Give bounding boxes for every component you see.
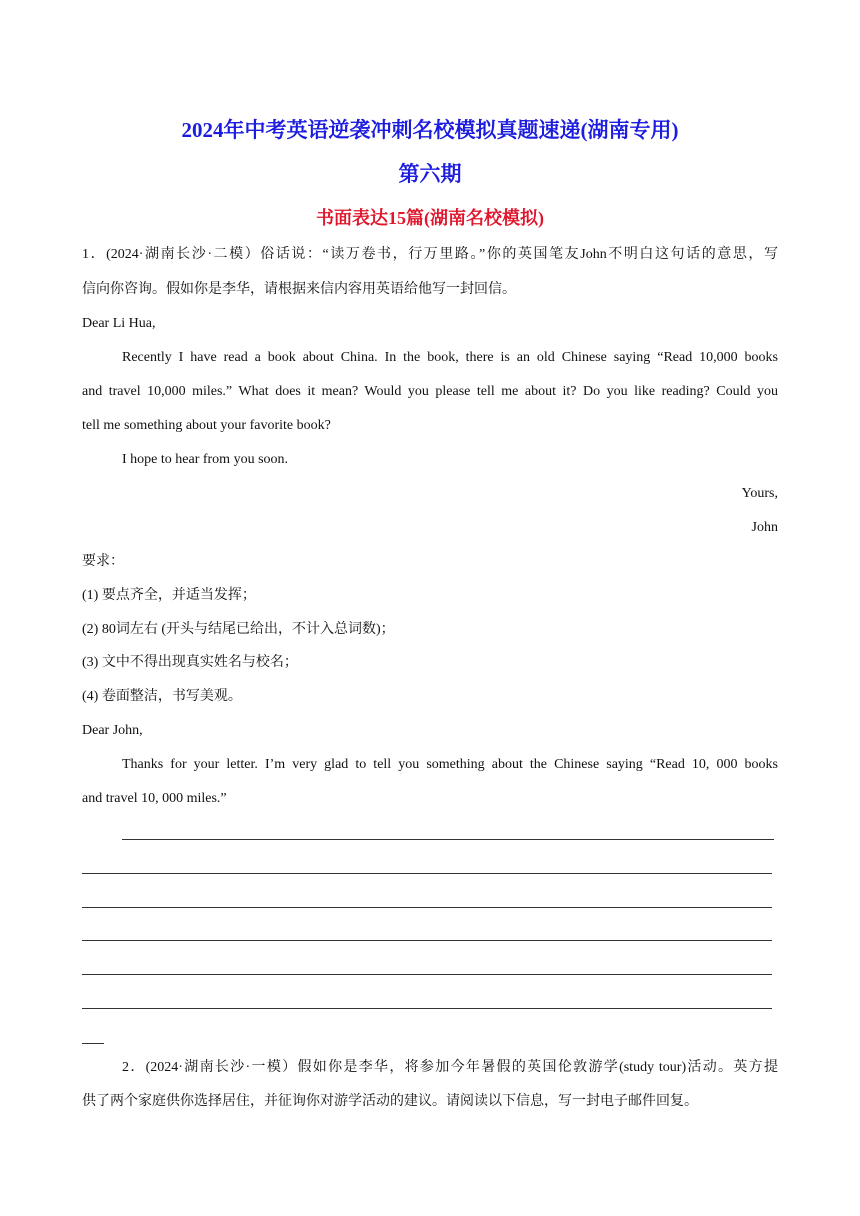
issue-number: 第六期	[398, 162, 462, 186]
answer-line-end	[82, 1043, 104, 1044]
answer-line	[82, 1008, 772, 1009]
requirement-item: (1) 要点齐全，并适当发挥；	[82, 588, 256, 603]
letter-line4: I hope to hear from you soon.	[122, 452, 289, 467]
requirement-item: (4) 卷面整洁，书写美观。	[82, 689, 242, 704]
letter-signature: John	[751, 520, 778, 535]
answer-line	[82, 974, 772, 975]
q1-prompt-line2: 信向你咨询。假如你是李华，请根据来信内容用英语给他写一封回信。	[82, 282, 516, 297]
letter-line3: tell me something about your favorite book?	[82, 418, 331, 433]
section-subtitle: 书面表达15篇(湖南名校模拟)	[316, 208, 544, 228]
answer-line	[82, 940, 772, 941]
reply-line1: Thanks for your letter. I’m very glad to tell you something about the Chinese saying “Read 10, 000 books	[122, 757, 778, 772]
requirement-item: (2) 80词左右 (开头与结尾已给出，不计入总词数)；	[82, 622, 395, 637]
letter-closing: Yours,	[741, 486, 778, 501]
answer-line	[82, 873, 772, 874]
reply-salutation: Dear John,	[82, 723, 143, 738]
letter-line1: Recently I have read a book about China. In the book, there is an old Chinese saying “Read 10,000 books	[122, 350, 778, 365]
answer-line	[82, 907, 772, 908]
answer-line	[122, 839, 774, 840]
letter-line2: and travel 10,000 miles.” What does it mean? Would you please tell me about it? Do you like reading? Could you	[82, 384, 778, 399]
q2-prompt-line2: 供了两个家庭供你选择居住，并征询你对游学活动的建议。请阅读以下信息，写一封电子邮件回复。	[82, 1094, 698, 1109]
reply-line2: and travel 10, 000 miles.”	[82, 791, 227, 806]
letter-salutation: Dear Li Hua,	[82, 316, 156, 331]
q1-prompt-line1: 1．(2024·湖南长沙·二模）俗话说：“读万卷书，行万里路。”你的英国笔友John不明白这句话的意思，写	[82, 247, 778, 262]
document-title: 2024年中考英语逆袭冲刺名校模拟真题速递(湖南专用)	[181, 118, 679, 142]
requirement-item: (3) 文中不得出现真实姓名与校名；	[82, 655, 298, 670]
q2-prompt-line1: 2．(2024·湖南长沙·一模）假如你是李华，将参加今年暑假的英国伦敦游学(study tour)活动。英方提	[122, 1060, 778, 1075]
requirements-title: 要求：	[82, 554, 124, 569]
